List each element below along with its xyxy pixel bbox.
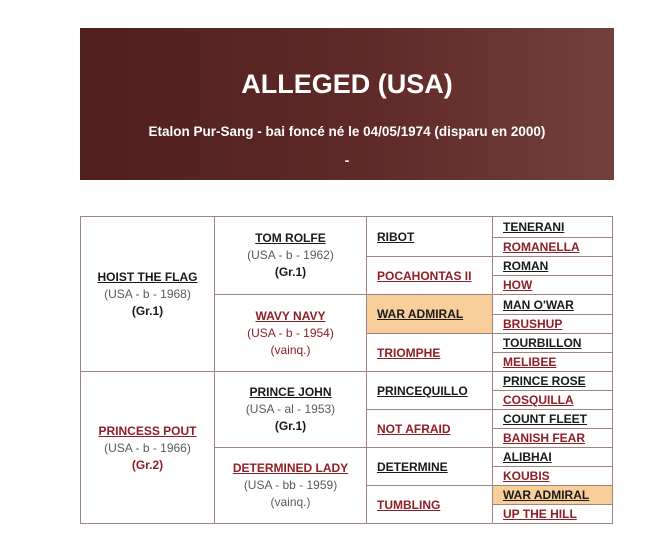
granddam-rank: (vainq.) — [270, 343, 311, 357]
dam-dam-details: (USA - bb - 1959) — [243, 478, 338, 492]
sire-details: (USA - b - 1968) — [104, 287, 191, 301]
gen4-horse[interactable]: UP THE HILL — [492, 504, 612, 523]
gen4-horse[interactable]: ROMANELLA — [492, 237, 612, 256]
gen4-horse[interactable]: ALIBHAI — [492, 447, 612, 466]
grandsire-name[interactable]: TOM ROLFE — [255, 231, 326, 245]
dam-name[interactable]: PRINCESS POUT — [98, 424, 197, 438]
gen3-horse[interactable]: NOT AFRAID — [366, 409, 492, 447]
gen3-horse[interactable]: WAR ADMIRAL — [366, 294, 492, 333]
page-header — [80, 28, 614, 193]
dam-sire-details: (USA - al - 1953) — [245, 402, 336, 416]
dam-details: (USA - b - 1966) — [104, 441, 191, 455]
maternal-family: Famille maternelle 2-s — [276, 178, 418, 193]
granddam-cell — [214, 294, 366, 371]
gen4-horse[interactable]: PRINCE ROSE — [492, 371, 612, 390]
dam-cell — [81, 371, 214, 523]
gen3-horse[interactable]: TUMBLING — [366, 485, 492, 523]
granddam-details: (USA - b - 1954) — [247, 326, 334, 340]
grandsire-details: (USA - b - 1962) — [247, 248, 334, 262]
dam-dam-cell — [214, 447, 366, 523]
gen3-horse[interactable]: PRINCEQUILLO — [366, 371, 492, 409]
horse-title: ALLEGED (USA) — [241, 69, 453, 99]
gen4-horse[interactable]: ROMAN — [492, 256, 612, 275]
gen4-horse[interactable]: TENERANI — [492, 217, 612, 237]
gen4-horse[interactable]: BANISH FEAR — [492, 428, 612, 447]
gen4-horse[interactable]: COSQUILLA — [492, 390, 612, 409]
gen4-horse[interactable]: HOW — [492, 275, 612, 294]
sire-name[interactable]: HOIST THE FLAG — [97, 270, 198, 284]
gen4-horse[interactable]: TOURBILLON — [492, 333, 612, 352]
gen4-horse[interactable]: MAN O'WAR — [492, 294, 612, 314]
sire-cell — [81, 217, 214, 371]
pedigree-table — [80, 216, 613, 524]
dam-sire-rank: (Gr.1) — [274, 419, 307, 433]
dam-sire-cell — [214, 371, 366, 447]
header-separator: - — [344, 153, 350, 168]
sire-rank: (Gr.1) — [131, 304, 164, 318]
gen4-horse[interactable]: BRUSHUP — [492, 314, 612, 333]
grandsire-rank: (Gr.1) — [274, 265, 307, 279]
dam-dam-name[interactable]: DETERMINED LADY — [232, 461, 349, 475]
dam-dam-rank: (vainq.) — [270, 495, 311, 509]
gen3-horse[interactable]: TRIOMPHE — [366, 333, 492, 371]
granddam-name[interactable]: WAVY NAVY — [255, 309, 326, 323]
gen4-horse[interactable]: COUNT FLEET — [492, 409, 612, 428]
gen4-horse[interactable]: WAR ADMIRAL — [492, 485, 612, 504]
dam-sire-name[interactable]: PRINCE JOHN — [249, 385, 332, 399]
dam-rank: (Gr.2) — [131, 458, 164, 472]
gen3-horse[interactable]: RIBOT — [366, 217, 492, 256]
gen3-horse[interactable]: POCAHONTAS II — [366, 256, 492, 294]
grandsire-cell — [214, 217, 366, 294]
horse-description: Etalon Pur-Sang - bai foncé né le 04/05/1974 (disparu en 2000) — [148, 124, 546, 139]
gen4-horse[interactable]: MELIBEE — [492, 352, 612, 371]
gen3-horse[interactable]: DETERMINE — [366, 447, 492, 485]
gen4-horse[interactable]: KOUBIS — [492, 466, 612, 485]
